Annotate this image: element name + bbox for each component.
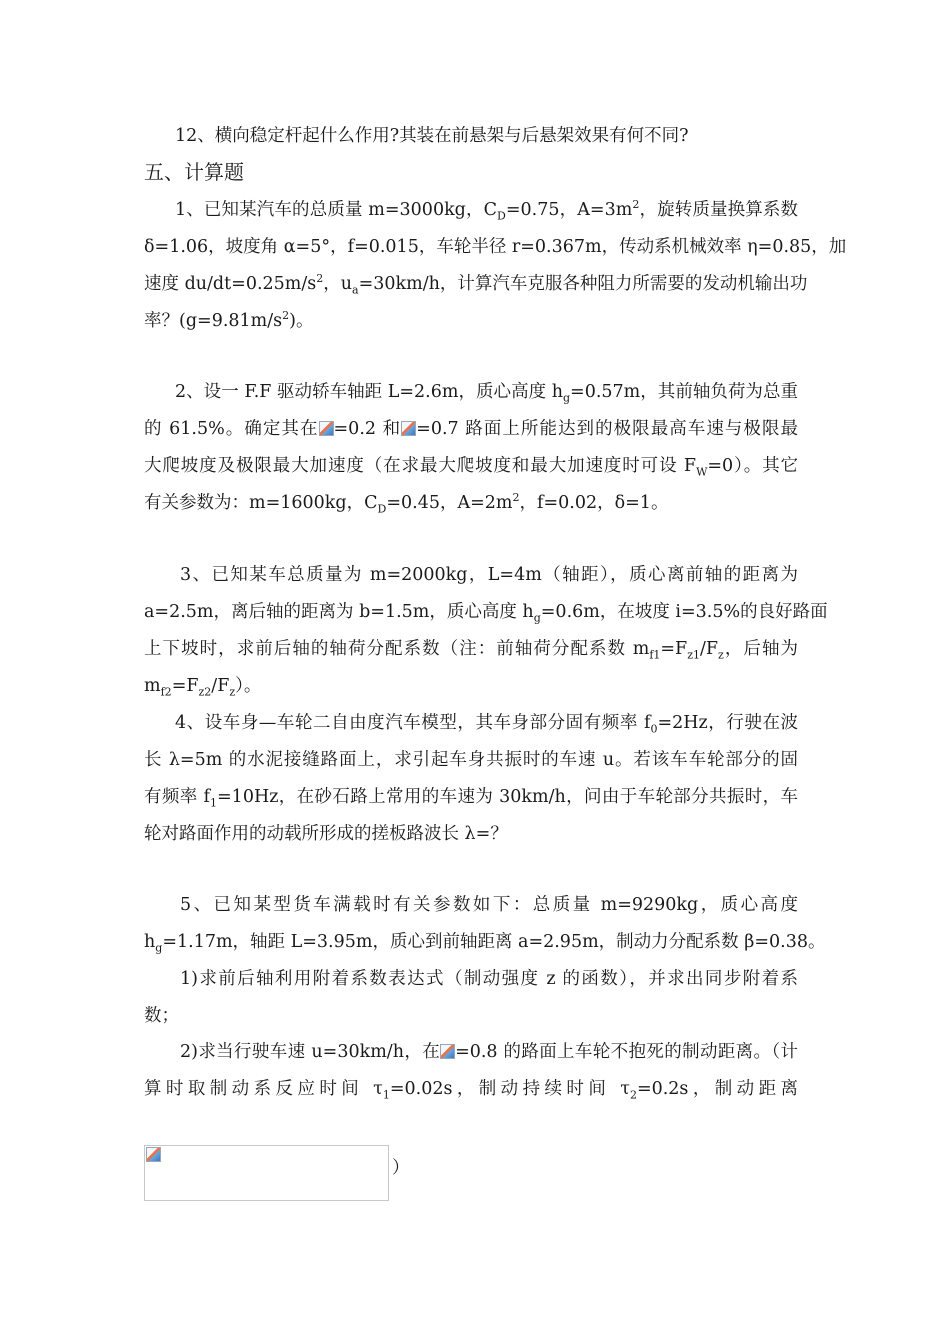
- text-run: 速度 du/dt=0.25m/s: [144, 274, 317, 294]
- text-run: 2: [282, 309, 290, 323]
- problem-3-line-2: [144, 600, 828, 625]
- problem-5-line-1: [180, 893, 798, 917]
- text-run: =0）。其它: [707, 456, 799, 476]
- section-title: [144, 160, 798, 184]
- text-run: 数；: [144, 1006, 179, 1026]
- text-run: /F: [211, 676, 230, 696]
- text-run: =0.75，A=3m: [505, 200, 633, 220]
- text-run: ）: [392, 1158, 410, 1178]
- problem-1-line-1: [175, 198, 798, 222]
- problem-5-line-4: [144, 1004, 798, 1028]
- problem-3-line-1: [180, 563, 798, 587]
- text-run: f2: [160, 685, 172, 699]
- text-run: W: [696, 465, 708, 479]
- text-run: D: [377, 502, 387, 516]
- text-run: g: [533, 611, 541, 625]
- text-run: 3、已知某车总质量为 m=2000kg，L=4m（轴距），质心离前轴的距离为: [180, 565, 798, 585]
- text-run: 0: [650, 722, 658, 736]
- text-run: =0.57m，其前轴负荷为总重: [570, 382, 798, 402]
- text-run: ，f=0.02，δ=1。: [519, 493, 669, 513]
- text-run: =F: [660, 639, 688, 659]
- text-run: =F: [171, 676, 199, 696]
- text-run: =0.2s，制动距离: [636, 1079, 798, 1099]
- text-run: ）。: [235, 676, 262, 696]
- text-run: =0.8 的路面上车轮不抱死的制动距离。（计: [455, 1042, 798, 1062]
- text-run: 有频率 f: [144, 787, 211, 807]
- text-run: 有关参数为：m=1600kg，C: [144, 493, 378, 513]
- text-run: 五、计算题: [144, 160, 244, 184]
- text-run: 1)求前后轴利用附着系数表达式（制动强度 z 的函数），并求出同步附着系: [180, 969, 798, 989]
- question-12: [175, 124, 829, 148]
- problem-5-line-2: [144, 930, 826, 955]
- text-run: D: [497, 209, 506, 223]
- text-run: 算时取制动系反应时间 τ: [144, 1079, 383, 1099]
- text-run: 2)求当行驶车速 u=30km/h，在: [180, 1042, 441, 1062]
- text-run: 2: [632, 198, 640, 212]
- text-run: z1: [687, 648, 700, 662]
- text-run: =30km/h，计算汽车克服各种阻力所需要的发动机输出功: [358, 274, 808, 294]
- text-run: 1: [382, 1088, 390, 1102]
- problem-4-line-4: [144, 822, 798, 846]
- text-run: 2: [629, 1088, 637, 1102]
- text-run: 5、已知某型货车满载时有关参数如下：总质量 m=9290kg，质心高度: [180, 895, 798, 915]
- text-run: 1: [210, 796, 218, 810]
- text-run: =1.17m，轴距 L=3.95m，质心到前轴距离 a=2.95m，制动力分配系数 β=0.38。: [162, 932, 826, 952]
- text-run: h: [144, 932, 156, 952]
- problem-4-line-2: [144, 748, 798, 772]
- text-run: =0.7 路面上所能达到的极限最高车速与极限最: [416, 419, 799, 439]
- problem-1-line-3: [144, 272, 808, 297]
- text-run: 轮对路面作用的动载所形成的搓板路波长 λ=？: [144, 824, 508, 844]
- text-run: a: [352, 283, 359, 297]
- problem-4-line-1: [175, 711, 798, 735]
- problem-1-line-4: [144, 309, 798, 333]
- text-run: =0.45，A=2m: [386, 493, 513, 513]
- problem-3-line-3: [144, 637, 798, 661]
- text-run: a=2.5m，离后轴的距离为 b=1.5m，质心高度 h: [144, 602, 534, 622]
- text-run: =2Hz，行驶在波: [657, 713, 798, 733]
- problem-5-line-5: [180, 1040, 798, 1064]
- text-run: m: [144, 676, 161, 696]
- problem-4-line-3: [144, 785, 798, 809]
- text-run: 2: [512, 491, 520, 505]
- text-run: 1、已知某汽车的总质量 m=3000kg，C: [175, 200, 498, 220]
- problem-5-line-6: [144, 1077, 798, 1101]
- text-run: =0.02s，制动持续时间 τ: [389, 1079, 630, 1099]
- text-run: /F: [700, 639, 719, 659]
- broken-image-icon: [401, 421, 416, 436]
- problem-2-line-3: [144, 454, 798, 478]
- text-run: f1: [649, 648, 661, 662]
- problem-5-line-3: [180, 967, 798, 991]
- text-run: =0.6m，在坡度 i=3.5%的良好路面: [540, 602, 828, 622]
- text-run: 长 λ=5m 的水泥接缝路面上，求引起车身共振时的车速 u。若该车车轮部分的固: [144, 750, 798, 770]
- broken-image-icon: [319, 421, 334, 436]
- image-placeholder-frame: [144, 1145, 389, 1201]
- text-run: =10Hz，在砂石路上常用的车速为 30km/h，问由于车轮部分共振时，车: [217, 787, 799, 807]
- problem-2-line-4: [144, 491, 798, 515]
- text-run: g: [155, 941, 163, 955]
- text-run: δ=1.06，坡度角 α=5°，f=0.015，车轮半径 r=0.367m，传动系机械效率 η=0.85，加: [144, 237, 847, 257]
- text-run: 上下坡时，求前后轴的轴荷分配系数（注：前轴荷分配系数 m: [144, 639, 650, 659]
- problem-2-line-1: [175, 380, 798, 404]
- text-run: =0.2 和: [333, 419, 402, 439]
- text-run: z: [229, 685, 236, 699]
- broken-image-icon: [440, 1044, 455, 1059]
- text-run: z: [718, 648, 724, 662]
- broken-image-icon: [146, 1147, 161, 1162]
- text-run: 12、横向稳定杆起什么作用?其装在前悬架与后悬架效果有何不同?: [175, 126, 689, 146]
- text-run: 的 61.5%。确定其在: [144, 419, 319, 439]
- text-run: 2、设一 F.F 驱动轿车轴距 L=2.6m，质心高度 h: [175, 382, 563, 402]
- text-run: 率？(g=9.81m/s: [144, 311, 283, 331]
- text-run: z2: [198, 685, 212, 699]
- text-run: ，后轴为: [723, 639, 799, 659]
- text-run: 大爬坡度及极限最大加速度（在求最大爬坡度和最大加速度时可设 F: [144, 456, 697, 476]
- text-run: ，u: [323, 274, 353, 294]
- text-run: )。: [289, 311, 314, 331]
- closing-paren: [392, 1156, 422, 1180]
- text-run: 2: [316, 272, 324, 286]
- problem-3-line-4: [144, 674, 798, 698]
- text-run: ，旋转质量换算系数: [639, 200, 799, 220]
- text-run: 4、设车身—车轮二自由度汽车模型，其车身部分固有频率 f: [175, 713, 651, 733]
- problem-2-line-2: [144, 417, 798, 441]
- text-run: g: [562, 391, 571, 405]
- problem-1-line-2: [144, 235, 847, 259]
